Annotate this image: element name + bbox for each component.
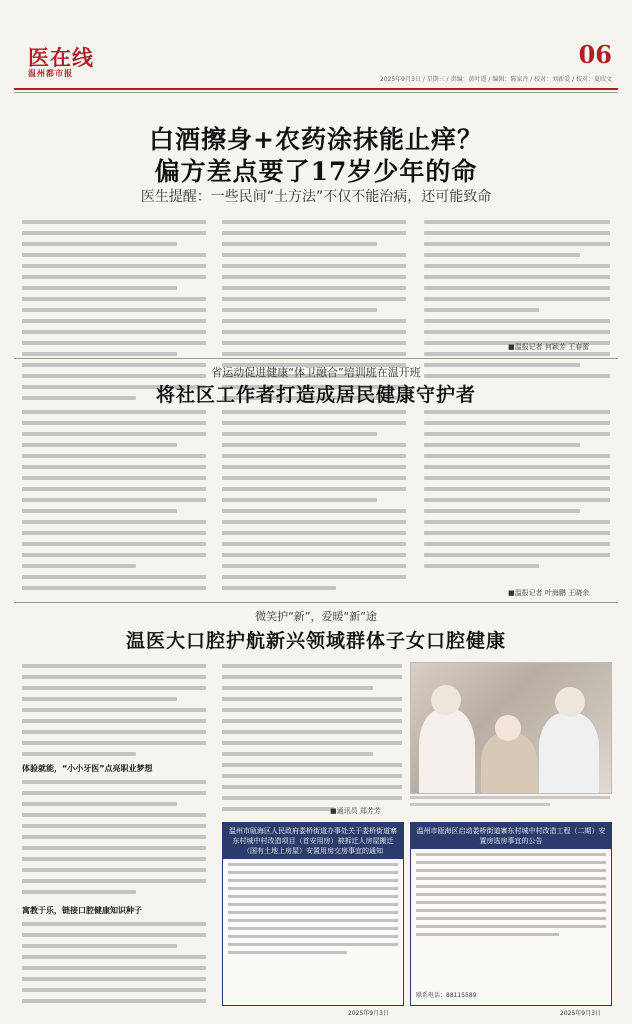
page-number: 06 [578,40,612,69]
story3-subhead-2: 寓教于乐，链接口腔健康知识种子 [22,906,142,915]
story3-kicker: 微笑护“新”，爱暖“新”途 [255,610,377,623]
notice-housing-phone: 联系电话：88115589 [416,992,477,999]
story3-column-1c [22,922,206,1010]
divider-1 [14,358,618,359]
notice-relocation-date: 2025年9月3日 [348,1010,389,1017]
masthead-rule [14,88,618,90]
story1-headline-line1: 白酒擦身+农药涂抹能止痒？ [149,125,483,154]
photo-caption [410,796,610,816]
notice-housing [410,822,612,1006]
dental-checkup-photo [410,662,612,794]
notice-housing-date: 2025年9月3日 [560,1010,601,1017]
story2-column-1 [22,410,206,597]
notice-housing-body [411,849,611,945]
story3-headline: 温医大口腔护航新兴领域群体子女口腔健康 [125,630,506,652]
section-subtitle: 温州都市报 [28,69,73,78]
notice-housing-title: 温州市瓯海区启动娄桥街道寨东村城中村改造工程（二期）安置房选房事宜的公告 [411,823,611,849]
story3-column-2 [222,664,402,818]
section-name: 医在线 [28,45,94,70]
story1-column-3 [424,220,610,385]
story3-column-1b [22,780,206,901]
notice-relocation [222,822,404,1006]
notice-relocation-body [223,859,403,963]
notice-relocation-title: 温州市瓯海区人民政府娄桥街道办事处关于娄桥街道寨东村城中村改造项目（首安用房）被拆迁人房屋搬迁（国有土地上房屋）安置用房交房事宜的通知 [223,823,403,859]
story2-byline: ■温报记者 叶海鹏 王晓余 [508,589,590,597]
story2-kicker: 省运动促进健康“体卫融合”培训班在温开班 [211,366,421,379]
story2-column-2 [222,410,406,597]
story2-headline: 将社区工作者打造成居民健康守护者 [155,384,476,406]
masthead-rule-thin [14,92,618,93]
story1-byline: ■温报记者 何颖芳 王春蕾 [508,343,590,351]
story3-byline: ■通讯员 郑芳芳 [330,807,381,815]
story1-deck: 医生提醒：一些民间“土方法”不仅不能治病，还可能致命 [140,189,492,205]
divider-2 [14,602,618,603]
masthead [14,40,620,86]
masthead-meta: 2025年9月3日 / 星期三 / 责编：黄叶遥 / 编辑：陈家丹 / 校对：刘新爱 / 校对：夏欣文 [379,76,612,83]
story3-subhead-1: 体验就能，“小小牙医”点亮职业梦想 [22,764,153,773]
story1-headline-line2: 偏方差点要了17岁少年的命 [154,157,478,186]
story2-column-3 [424,410,610,575]
story3-column-1 [22,664,206,763]
